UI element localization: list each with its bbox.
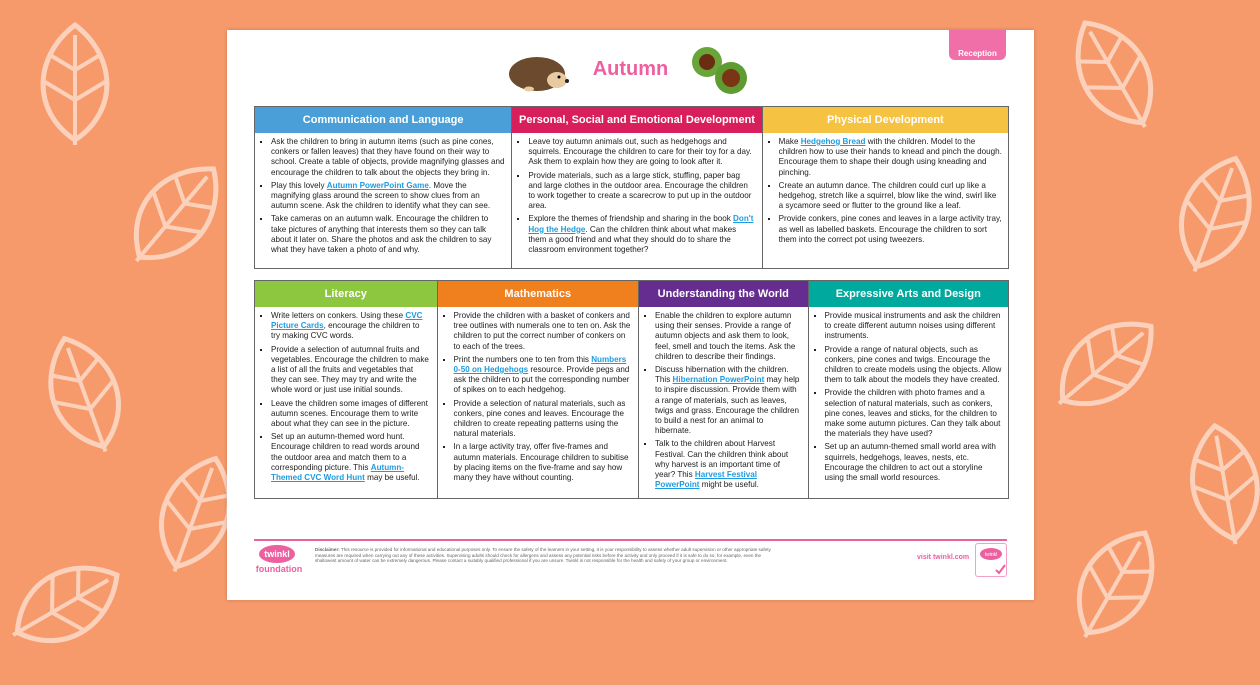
planning-sheet — [227, 30, 1034, 600]
resource-link[interactable]: Hibernation PowerPoint — [672, 375, 765, 385]
conkers-icon — [687, 44, 751, 96]
bullet-item — [825, 311, 1002, 342]
section-body — [255, 307, 437, 486]
bottom-row — [254, 280, 1009, 499]
bullet-text: Ask the children to bring in autumn items (such as pine cones, conkers or fallen leaves) that they have found on their way to school. Create a table of objects, provide magnifying glasses and encourage the children to talk about the objects they bring in. — [271, 137, 505, 177]
bullet-text: might be useful. — [699, 480, 759, 490]
section-lit — [255, 281, 438, 498]
bullet-text: Play this lovely — [271, 180, 327, 190]
resource-link[interactable]: Don't Hog the Hedge — [528, 214, 754, 234]
disclaimer-text: This resource is provided for informational and educational purposes only. To ensure the safety of the learners in your setting, it is your responsibility to assess whether adult supervision or other appropriate safety measures are required when carrying out any of these activities. Supervising adults should check for allergens and assess any potential risks before the activity and only proceed if it is safe to do so; for example, even the shallowest amount of water can be extremely dangerous. Please contact a suitably qualified professional if you are unsure. Twinkl is not responsible for the health and safety of your group or environment. — [315, 547, 771, 564]
bullet-text: Provide a selection of natural materials, such as conkers, pine cones and leaves. Encourage the children to create repeating patterns using the natural materials. — [453, 398, 626, 439]
section-body — [438, 307, 638, 486]
section-cl — [255, 107, 512, 268]
bullet-item — [271, 181, 505, 212]
bullet-text: Create an autumn dance. The children could curl up like a hedgehog, stretch like a squirrel, blow like the wind, swirl like a sycamore seed or flutter to the ground like a leaf. — [778, 180, 997, 211]
section-header: Literacy — [255, 281, 437, 307]
bullet-item — [655, 439, 802, 490]
disclaimer — [315, 547, 775, 564]
bullet-text: Leave toy autumn animals out, such as hedgehogs and squirrels. Encourage the children to care for their toy for a day. Ask them to explain how they are going to look after it. — [528, 137, 752, 167]
resource-link[interactable]: Numbers 0-50 on Hedgehogs — [453, 354, 627, 375]
bullet-item — [825, 345, 1002, 386]
visit-twinkl-link[interactable]: visit twinkl.com — [917, 554, 970, 561]
section-body — [255, 133, 511, 258]
svg-text:foundation: foundation — [255, 564, 303, 574]
page-title: Autumn — [592, 58, 669, 80]
svg-text:twinkl: twinkl — [264, 549, 290, 559]
bullet-text: Leave the children some images of different autumn scenes. Encourage them to write about what they can see in the picture. — [271, 398, 428, 429]
section-psed — [512, 107, 762, 268]
section-body — [639, 307, 808, 493]
bullet-text: In a large activity tray, offer five-frames and autumn materials. Encourage children to subitise by placing items on the five-frame and say how many they have without counting. — [453, 442, 629, 483]
bullet-text: Set up an autumn-themed small world area with squirrels, hedgehogs, leaves, nests, etc. Encourage the children to act out a storyline using the small world resources. — [824, 442, 996, 483]
section-header: Mathematics — [438, 281, 638, 307]
bullet-text: Take cameras on an autumn walk. Encourage the children to take pictures of anything that interests them so they can talk about it later on. Share the photos and ask the children to say what they have taken a photo of and why. — [271, 214, 492, 255]
bullet-item — [655, 311, 802, 362]
leaf-icon — [1141, 135, 1260, 295]
bullet-text: Enable the children to explore autumn using their senses. Provide a range of autumn objects and ask them to look, feel, smell and touch the items. Ask the children to describe their findings. — [654, 311, 796, 361]
bullet-text: Provide a selection of autumnal fruits and vegetables. Encourage the children to make a list of all the fruits and vegetables that they can see. They may try and write the whole word or just use initial sounds. — [271, 344, 429, 395]
bullet-text: Explore the themes of friendship and sharing in the book — [528, 214, 734, 224]
bullet-item — [779, 214, 1002, 245]
section-utw — [639, 281, 809, 498]
bullet-item — [528, 171, 755, 212]
svg-text:twinkl: twinkl — [984, 552, 998, 558]
bullet-item — [271, 432, 431, 483]
bullet-item — [528, 214, 755, 255]
section-maths — [438, 281, 639, 498]
leaf-icon — [1035, 0, 1195, 159]
twinkl-foundation-logo — [255, 544, 305, 576]
bullet-text: . Can the children think about what makes them a good friend and what they should do to share the classroom environment together? — [528, 224, 737, 255]
bullet-text: Print the numbers one to ten from this — [453, 354, 592, 364]
bullet-text: Set up an autumn-themed word hunt. Encourage children to read words around the outdoor area and match them to a corresponding picture. This — [271, 432, 420, 472]
bullet-item — [454, 442, 632, 483]
resource-link[interactable]: Harvest Festival PowerPoint — [654, 470, 757, 490]
bullet-item — [271, 345, 431, 396]
section-body — [809, 307, 1008, 486]
leaf-icon — [11, 315, 159, 475]
bullet-text: Provide the children with photo frames and a selection of natural materials, such as conkers, pine cones, leaves and sticks, for the children to make some autumn pictures. Can they talk about the materials they have used? — [824, 388, 1001, 439]
bullet-text: Provide a range of natural objects, such as conkers, pine cones and twigs. Encourage the children to create models using the objects. Allow them to talk about the models they have created. — [824, 344, 1002, 385]
section-ead — [809, 281, 1008, 498]
bullet-item — [779, 181, 1002, 212]
section-body — [512, 133, 761, 258]
section-header: Physical Development — [763, 107, 1008, 133]
bullet-item — [271, 311, 431, 342]
section-header: Personal, Social and Emotional Development — [512, 107, 761, 133]
bullet-text: Provide musical instruments and ask the children to create different autumn noises using different instruments. — [824, 311, 1001, 341]
bullet-text: Write letters on conkers. Using these — [271, 311, 406, 320]
bullet-text: . Move the magnifying glass around the screen to show clues from an autumn scene. Ask the children to identify what they can see. — [271, 180, 491, 211]
bullet-item — [454, 311, 632, 352]
section-pd — [763, 107, 1008, 268]
bullet-item — [271, 137, 505, 178]
resource-link[interactable]: Autumn PowerPoint Game — [326, 180, 429, 190]
reception-badge: Reception — [949, 30, 1006, 60]
bullet-text: Provide the children with a basket of conkers and tree outlines with numerals one to ten on. Ask the children to put the correct number of conkers on to each of the trees. — [453, 311, 631, 351]
resource-link[interactable]: Autumn-Themed CVC Word Hunt — [271, 462, 404, 483]
section-header: Expressive Arts and Design — [809, 281, 1008, 307]
top-row — [254, 106, 1009, 269]
bullet-text: Provide conkers, pine cones and leaves in a large activity tray, as well as labelled baskets. Encourage the children to sort them into the correct pot using tweezers. — [778, 214, 1002, 244]
resource-link[interactable]: Hedgehog Bread — [800, 137, 866, 146]
bullet-item — [271, 214, 505, 255]
bullet-text: Discuss hibernation with the children. This — [654, 365, 789, 385]
resource-link[interactable]: CVC Picture Cards — [271, 311, 423, 331]
bullet-item — [454, 355, 632, 396]
leaf-icon — [1035, 501, 1195, 669]
bullet-item — [528, 137, 755, 168]
bullet-text: , encourage the children to try making CVC words. — [271, 321, 420, 341]
bullet-item — [779, 137, 1002, 178]
section-body — [763, 133, 1008, 248]
bullet-item — [454, 399, 632, 440]
section-header: Understanding the World — [639, 281, 808, 307]
bullet-item — [655, 365, 802, 436]
leaf-icon — [1020, 281, 1190, 449]
bullet-text: Provide materials, such as a large stick, stuffing, paper bag and large clothes in the outdoor area. Encourage the children to work together to create a scarecrow to put up in the outdoor area. — [528, 170, 752, 211]
bullet-item — [825, 442, 1002, 483]
disclaimer-label: Disclaimer: — [315, 547, 340, 552]
footer-divider — [254, 539, 1007, 541]
quality-standard-logo — [975, 543, 1007, 577]
bullet-text: Talk to the children about Harvest Festival. Can the children think about why harvest is an important time of year? This — [654, 439, 789, 480]
section-header: Communication and Language — [255, 107, 511, 133]
bullet-text: with the children. Model to the children how to use their hands to knead and pinch the dough. Encourage them to shape their dough using kneading and pinching. — [778, 137, 1002, 177]
bullet-text: resource. Provide pegs and ask the children to put the corresponding number of spikes on to each hedgehog. — [453, 365, 630, 395]
bullet-text: may be useful. — [364, 473, 420, 483]
leaf-icon — [1160, 411, 1260, 558]
bullet-text: Make — [778, 137, 801, 146]
bullet-item — [825, 388, 1002, 439]
bullet-item — [271, 399, 431, 430]
leaf-icon — [20, 20, 130, 150]
bullet-text: may help to inspire discussion. Provide them with a range of materials, such as leaves, twigs and grass. Encourage the children to build a nest for an animal to hibernate. — [654, 375, 800, 436]
